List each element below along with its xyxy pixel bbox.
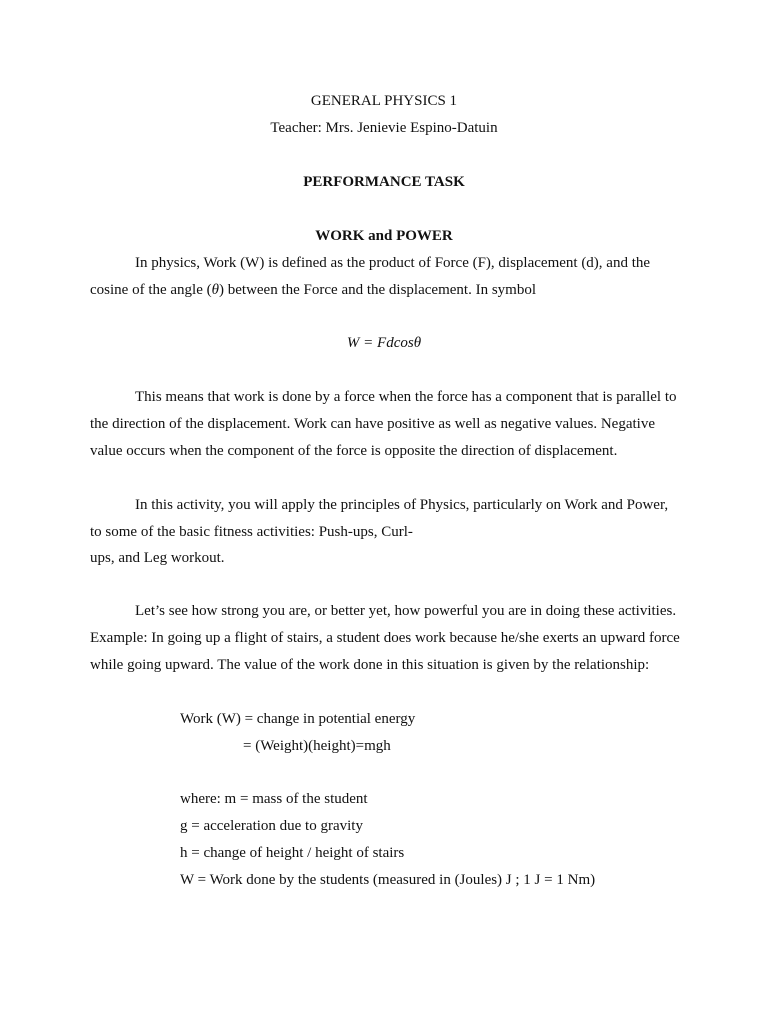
definition-height: h = change of height / height of stairs — [180, 845, 405, 861]
teacher-name: Teacher: Mrs. Jenievie Espino-Datuin — [270, 120, 498, 136]
para4-line-3: while going upward. The value of the work done in this situation is given by the relationship: — [90, 657, 650, 673]
intro-line-2-end: ) between the Force and the displacement. In symbol — [219, 282, 536, 298]
intro-line-2-start: cosine of the angle ( — [90, 282, 212, 298]
intro-line-1: In physics, Work (W) is defined as the product of Force (F), displacement (d), and the — [135, 255, 651, 271]
intro-line-2 — [90, 282, 536, 299]
definition-gravity: g = acceleration due to gravity — [180, 818, 363, 834]
work-equation: W = Fdcosθ — [346, 335, 422, 351]
formula-line-1: Work (W) = change in potential energy — [180, 711, 416, 727]
para4-line-2: Example: In going up a flight of stairs, a student does work because he/she exerts an upward force — [90, 630, 680, 646]
course-title: GENERAL PHYSICS 1 — [310, 93, 458, 109]
topic-heading: WORK and POWER — [315, 228, 453, 244]
para3-line-2: to some of the basic fitness activities: Push-ups, Curl- — [90, 524, 413, 540]
definition-mass: where: m = mass of the student — [180, 791, 368, 807]
para2-line-3: value occurs when the component of the force is opposite the direction of displacement. — [90, 443, 618, 459]
para3-line-3: ups, and Leg workout. — [90, 550, 225, 566]
task-heading: PERFORMANCE TASK — [303, 174, 465, 190]
para3-line-1: In this activity, you will apply the principles of Physics, particularly on Work and Power, — [135, 497, 669, 513]
para4-line-1: Let’s see how strong you are, or better yet, how powerful you are in doing these activities. — [135, 603, 677, 619]
formula-line-2: = (Weight)(height)=mgh — [243, 738, 391, 754]
para2-line-1: This means that work is done by a force when the force has a component that is parallel to — [135, 389, 677, 405]
definition-work: W = Work done by the students (measured in (Joules) J ; 1 J = 1 Nm) — [180, 872, 596, 888]
theta-symbol: θ — [211, 282, 219, 298]
para2-line-2: the direction of the displacement. Work can have positive as well as negative values. Negative — [90, 416, 655, 432]
